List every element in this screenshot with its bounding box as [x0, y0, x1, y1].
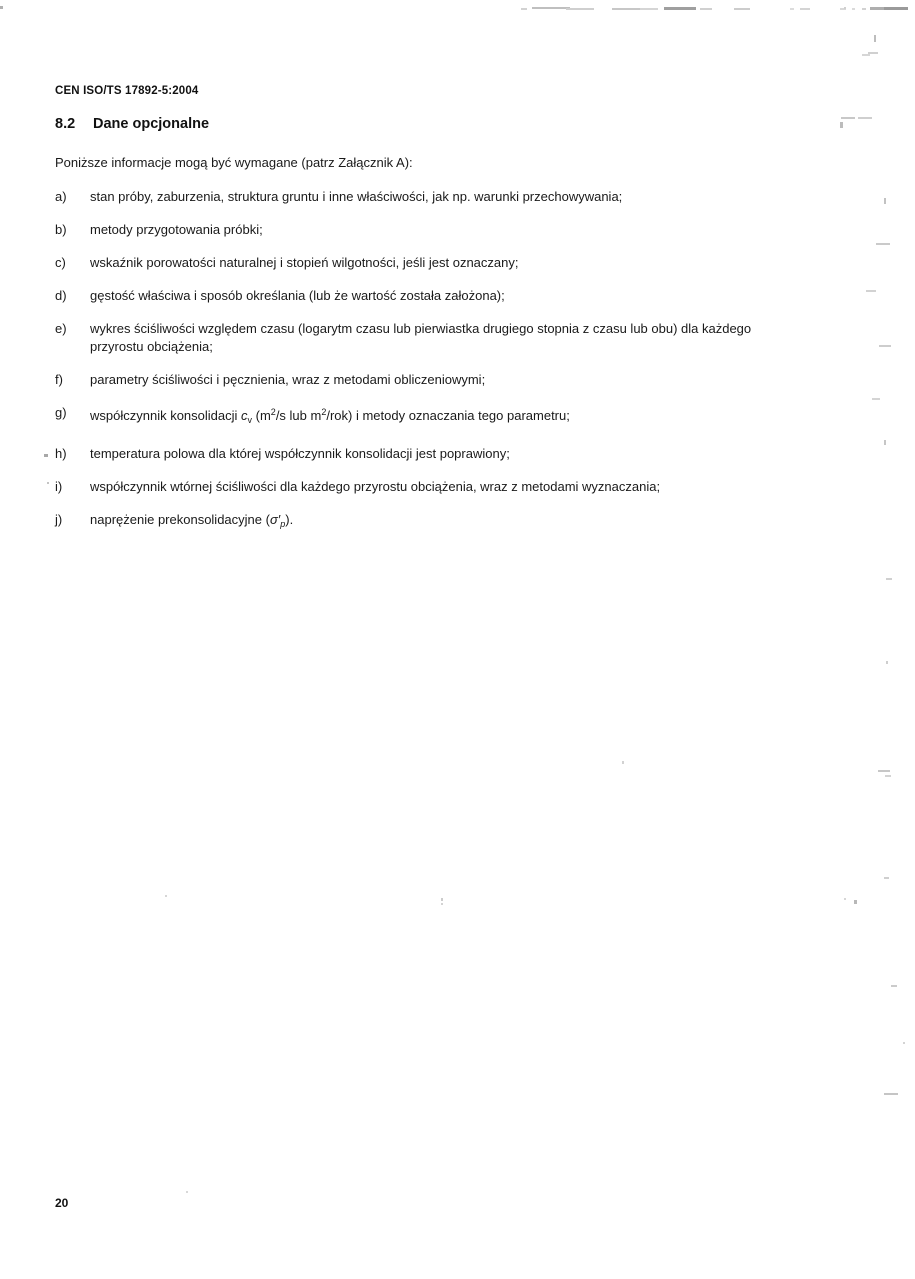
scan-artifact [800, 8, 810, 10]
scan-speck [844, 898, 846, 900]
scan-speck [862, 54, 870, 56]
unit-middle: /s lub m [275, 407, 322, 423]
section-title: Dane opcjonalne [93, 116, 210, 132]
scan-speck [878, 770, 890, 772]
scan-artifact [844, 7, 846, 9]
scan-artifact [640, 8, 658, 10]
scan-speck [872, 398, 880, 400]
scan-artifact [840, 8, 846, 10]
scan-speck [44, 454, 48, 457]
list-item [55, 478, 795, 496]
list-item [55, 404, 795, 430]
unit-exponent: 2 [321, 406, 327, 417]
list-marker: f) [55, 371, 63, 387]
stress-symbol: σ′ [269, 511, 281, 527]
list-marker: b) [55, 222, 67, 237]
scan-artifact [521, 8, 527, 10]
section-number: 8.2 [55, 116, 76, 132]
scan-speck [891, 985, 897, 987]
scan-artifact [734, 8, 750, 10]
page-number: 20 [55, 1196, 69, 1210]
list-item-text: temperatura polowa dla której współczynnik konsolidacji jest poprawiony; [90, 445, 510, 461]
list-item-text: wskaźnik porowatości naturalnej i stopień wilgotności, jeśli jest oznaczany; [90, 255, 519, 270]
list-marker: a) [55, 189, 67, 204]
list-item-text: współczynnik wtórnej ściśliwości dla każdego przyrostu obciążenia, wraz z metodami wyznaczania; [90, 478, 661, 494]
list-marker: h) [55, 445, 67, 461]
list-item-text: gęstość właściwa i sposób określania (lub że wartość została założona); [90, 288, 505, 303]
scan-speck [866, 290, 876, 292]
scan-speck [854, 900, 857, 904]
scan-speck [884, 440, 886, 445]
section-heading [55, 116, 209, 132]
text-after-symbol: /rok) i metody oznaczania tego parametru; [326, 407, 570, 423]
text-after-symbol: ). [285, 511, 294, 527]
list-item [55, 254, 795, 272]
list-marker: e) [55, 321, 67, 336]
list-marker: j) [55, 511, 63, 527]
scan-artifact [566, 8, 594, 10]
list-item-text: stan próby, zaburzenia, struktura gruntu i inne właściwości, jak np. warunki przechowywania; [90, 189, 623, 204]
stress-subscript: p [280, 518, 286, 529]
list-item-text: wykres ściśliwości względem czasu (logarytm czasu lub pierwiastka drugiego stopnia z czasu lub obu) dla każdego przyrostu obciążenia; [90, 321, 752, 354]
scan-speck [884, 198, 886, 204]
scan-speck [840, 122, 843, 128]
list-marker: g) [55, 404, 67, 420]
scan-speck [874, 35, 876, 42]
scan-speck [47, 482, 49, 484]
scan-speck [885, 775, 891, 777]
scan-speck [622, 761, 624, 764]
section-intro: Poniższe informacje mogą być wymagane (patrz Załącznik A): [55, 155, 413, 170]
scan-speck [841, 117, 855, 119]
optional-data-list [55, 188, 795, 549]
list-item [55, 320, 795, 355]
scan-speck [868, 52, 878, 54]
scan-speck [886, 661, 888, 664]
scan-speck [165, 895, 167, 897]
scan-artifact [0, 6, 3, 9]
scan-artifact [664, 7, 696, 10]
coefficient-symbol: c [241, 407, 248, 423]
text-before-symbol: współczynnik konsolidacji [90, 407, 242, 423]
list-item-text [90, 511, 795, 534]
scan-speck [879, 345, 891, 347]
list-item [55, 371, 795, 389]
list-marker: c) [55, 255, 66, 270]
scan-speck [858, 117, 872, 119]
scan-artifact [884, 7, 908, 10]
list-marker: i) [55, 478, 63, 494]
unit-exponent: 2 [270, 406, 276, 417]
scan-artifact [870, 7, 884, 10]
list-item [55, 188, 795, 206]
scan-artifact [532, 7, 570, 9]
list-item-text: parametry ściśliwości i pęcznienia, wraz z metodami obliczeniowymi; [90, 371, 486, 387]
list-item [55, 287, 795, 305]
scan-artifact [862, 8, 866, 10]
scan-artifact [700, 8, 712, 10]
coefficient-subscript: v [247, 414, 253, 425]
list-item [55, 511, 795, 534]
scan-artifact [852, 8, 855, 10]
list-item-text: metody przygotowania próbki; [90, 222, 263, 237]
scan-speck [884, 1093, 898, 1095]
scan-speck [884, 877, 889, 879]
scan-speck [876, 243, 890, 245]
list-item-text [90, 404, 795, 430]
list-marker: d) [55, 288, 67, 303]
text-before-symbol: naprężenie prekonsolidacyjne ( [90, 511, 270, 527]
scan-artifact [790, 8, 794, 10]
document-header: CEN ISO/TS 17892-5:2004 [55, 85, 199, 97]
scan-speck [441, 898, 443, 901]
scan-speck [903, 1042, 905, 1044]
unit-open: (m [252, 407, 271, 423]
list-item [55, 445, 795, 463]
scan-artifact [612, 8, 652, 10]
scan-speck [441, 903, 443, 905]
scan-speck [186, 1191, 188, 1193]
scan-speck [886, 578, 892, 580]
list-item [55, 221, 795, 239]
